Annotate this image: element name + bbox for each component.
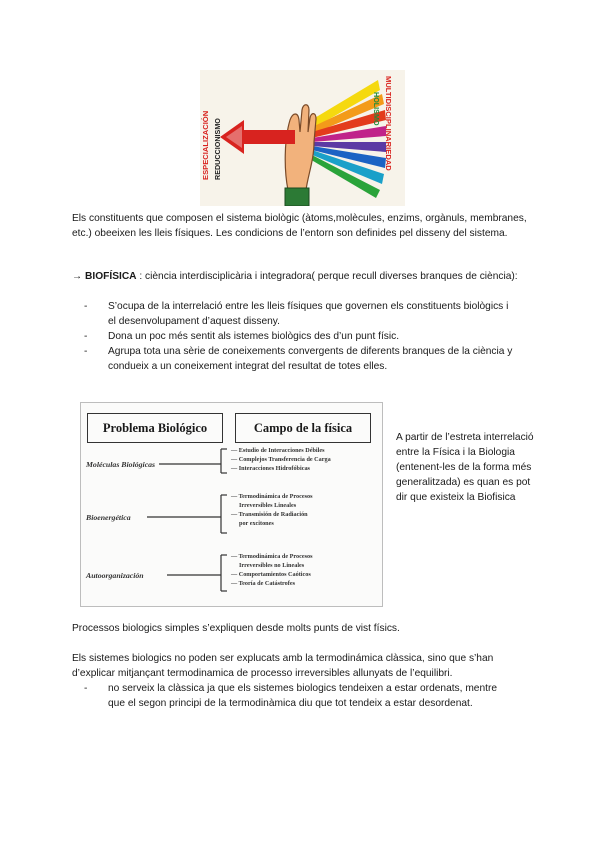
row-label-bioenergetics: Bioenergética (86, 513, 131, 522)
side-note: A partir de l’estreta interrelació entre la Física i la Biologia (entenent-les de la forma més generalitzada) es quan es pot dir que existeix la Biofisica (396, 432, 534, 503)
row-label-self-organization: Autoorganización (86, 571, 144, 580)
dash-bullet: - (84, 301, 88, 312)
arrow-glyph: → (72, 271, 83, 282)
biofisica-list (84, 299, 516, 374)
col2-title: Campo de la física (235, 413, 371, 443)
row-label-biological-molecules: Moléculas Biológicas (86, 460, 156, 469)
list-item (84, 299, 516, 329)
thermo-list (84, 681, 504, 711)
field-item-text: por excitones (239, 520, 274, 527)
illustration-svg (200, 70, 405, 206)
dash-bullet: - (84, 346, 88, 357)
field-item: — Teoría de Catástrofes (231, 580, 295, 587)
simple-processes-paragraph: Processos biologics simples s’expliquen desde molts punts de vist físics. (72, 623, 400, 634)
holism-label: HOLISMO (372, 92, 381, 126)
multidisciplinarity-label: MULTIDISCIPLINARIEDAD (384, 76, 393, 171)
list-item-text: Agrupa tota una sèrie de coneixements convergents de diferents branques de la ciència y condueix a un coneixement integrat del resultat de totes elles. (108, 346, 513, 372)
field-item-text: Estudio de Interacciones Débiles (238, 447, 325, 454)
problem-field-table (80, 402, 383, 607)
biofisica-term: BIOFÍSICA (85, 271, 137, 282)
list-item (84, 344, 516, 374)
field-item-text: Interacciones Hidrofóbicas (238, 465, 310, 472)
list-item-text: S’ocupa de la interrelació entre les lleis físiques que governen els constituents biològics i el desenvolupament d’aquest disseny. (108, 301, 509, 327)
list-item-text: no serveix la clàssica ja que els sistemes biologics tendeixen a estar ordenats, mentre que el segon principi de la termodinàmica diu que tot tendeix a estar desordenat. (108, 683, 498, 709)
dash-bullet: - (84, 331, 88, 342)
field-item-text: Comportamientos Caóticos (238, 571, 311, 578)
field-item-text: Transmisión de Radiación (238, 511, 308, 518)
list-item-text: Dona un poc més sentit als istemes biològics des d’un punt físic. (108, 331, 400, 342)
field-item: — Comportamientos Caóticos (231, 571, 311, 578)
reductionism-label: REDUCCIONISMO (213, 118, 222, 180)
field-item: — Termodinámica de Procesos (231, 553, 313, 560)
field-item (239, 502, 296, 510)
field-item (239, 562, 304, 570)
list-item (84, 329, 516, 344)
field-item-text: Irreversibles Lineales (239, 502, 297, 509)
field-item-text: Termodinámica de Procesos (238, 493, 313, 500)
field-item-text: Complejos Transferencia de Carga (238, 456, 331, 463)
reductionism-holism-illustration (200, 70, 405, 206)
list-item (84, 681, 504, 711)
field-item: — Interacciones Hidrofóbicas (231, 465, 310, 472)
field-item: — Complejos Transferencia de Carga (231, 456, 331, 463)
field-item: — Estudio de Interacciones Débiles (231, 447, 325, 454)
biofisica-definition (72, 269, 528, 284)
field-item: — Termodinámica de Procesos (231, 493, 313, 500)
biological-systems-paragraph: Els sistemes biologics no poden ser explucats amb la termodinámica clàssica, sino que s’han d’explicar mitjançant termodinamica de processo irreversibles allunyats de l’equilibri. (72, 653, 494, 679)
field-item-text: Termodinámica de Procesos (238, 553, 313, 560)
specialization-label: ESPECIALIZACIÓN (201, 110, 210, 180)
biofisica-definition-text: : ciència interdisciplicària i integradora( perque recull diverses branques de ciència): (136, 271, 518, 282)
dash-bullet: - (84, 683, 88, 694)
field-item (239, 520, 274, 528)
field-item-text: Irreversibles no Lineales (239, 562, 305, 569)
field-item: — Transmisión de Radiación (231, 511, 308, 518)
col1-title: Problema Biológico (87, 413, 223, 443)
intro-paragraph: Els constituents que composen el sistema biològic (àtoms,molècules, enzims, orgànuls, membranes, etc.) obeeixen les lleis físiques. Les condicions de l’entorn son definides pel disseny del sistema. (72, 213, 527, 239)
field-item-text: Teoría de Catástrofes (238, 580, 295, 587)
